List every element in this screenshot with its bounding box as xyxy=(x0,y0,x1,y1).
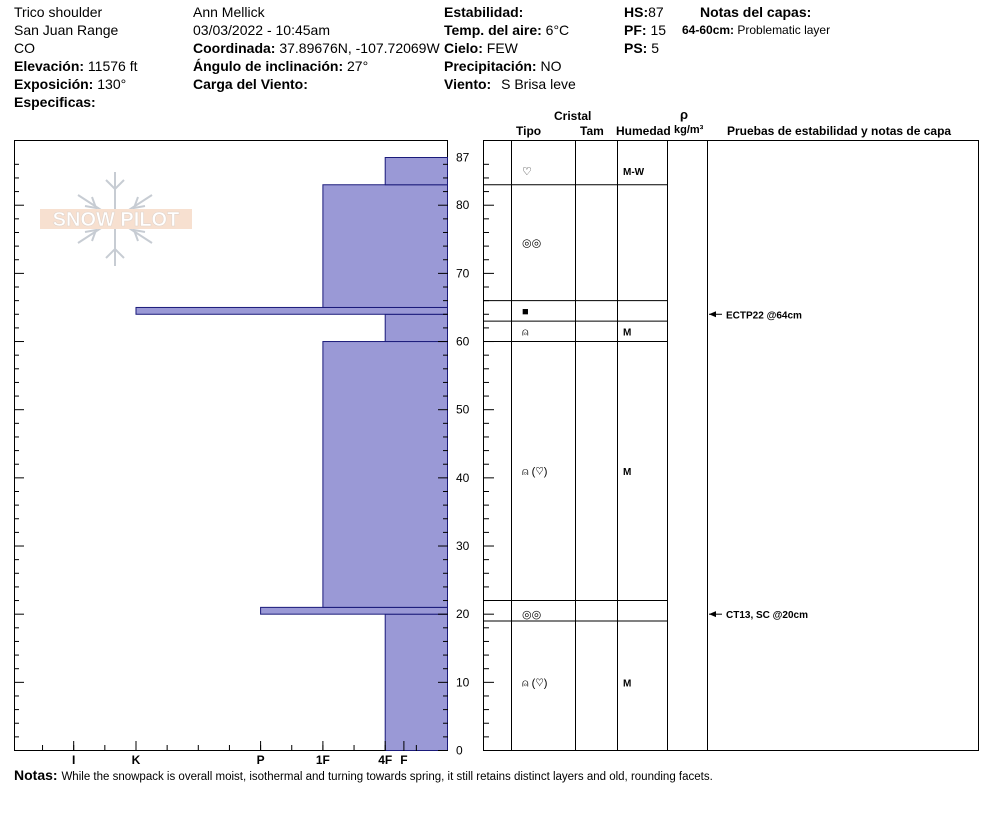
wind-load-label: Carga del Viento: xyxy=(193,76,308,92)
elevation-value: 11576 ft xyxy=(87,58,138,74)
size-column-header: Tam xyxy=(580,124,604,138)
ps-label: PS: xyxy=(624,40,648,56)
snowpilot-logo xyxy=(40,172,192,266)
hardness-bar-2 xyxy=(323,342,448,608)
grain-type-symbol-3: ⍝ xyxy=(522,326,529,339)
moisture-code-6: M-W xyxy=(623,167,645,179)
grain-type-symbol-6: ♡ xyxy=(522,166,532,179)
sky-value: FEW xyxy=(486,40,518,56)
x-tick-label: P xyxy=(256,753,265,767)
wind-value: S Brisa leve xyxy=(501,76,576,92)
state-name: CO xyxy=(14,40,35,56)
notes-text: While the snowpack is overall moist, isothermal and turning towards spring, it still retains distinct layers and old, rounding facets. xyxy=(61,771,713,783)
tests-column-header: Pruebas de estabilidad y notas de capa xyxy=(727,124,952,138)
range-name: San Juan Range xyxy=(14,22,119,38)
y-tick-label: 20 xyxy=(456,607,470,622)
air-temp-value: 6°C xyxy=(545,22,570,38)
hardness-bar-1 xyxy=(261,607,448,614)
y-tick-label: 87 xyxy=(456,150,470,165)
moisture-column-header: Humedad xyxy=(616,124,671,138)
observer-name: Ann Mellick xyxy=(193,4,265,20)
hs-label: HS: xyxy=(624,4,649,20)
hardness-bar-4 xyxy=(136,307,448,314)
layer-note-text: Problematic layer xyxy=(737,23,831,37)
sky-label: Cielo: xyxy=(444,40,483,56)
moisture-code-3: M xyxy=(623,327,632,339)
slope-label: Ángulo de inclinación: xyxy=(193,58,344,74)
test-arrow xyxy=(709,311,716,317)
location-name: Trico shoulder xyxy=(14,4,103,20)
aspect-value: 130° xyxy=(97,76,127,92)
elevation-label: Elevación: xyxy=(14,58,85,74)
precip-label: Precipitación: xyxy=(444,58,537,74)
grain-type-symbol-4: ■ xyxy=(522,305,529,318)
x-tick-label: I xyxy=(72,753,76,767)
notes-row xyxy=(14,767,713,785)
y-tick-label: 50 xyxy=(456,402,470,417)
aspect-label: Exposición: xyxy=(14,76,94,92)
observation-datetime: 03/03/2022 - 10:45am xyxy=(193,22,330,38)
layer-note-range: 64-60cm: xyxy=(682,23,735,37)
density-unit: kg/m³ xyxy=(674,124,704,136)
precip-value: NO xyxy=(540,58,562,74)
moisture-code-0: M xyxy=(623,678,632,690)
ps-value: 5 xyxy=(651,40,660,56)
hardness-bar-3 xyxy=(385,314,447,341)
grain-type-symbol-0: ⍝ (♡) xyxy=(522,677,548,690)
crystal-column-header: Cristal xyxy=(554,109,592,123)
x-tick-label: K xyxy=(131,753,141,767)
svg-text:SNOW PILOT: SNOW PILOT xyxy=(52,209,180,231)
grain-type-symbol-5: ◎◎ xyxy=(522,237,542,250)
slope-value: 27° xyxy=(347,58,369,74)
x-tick-label: 4F xyxy=(378,753,393,767)
x-tick-label: 1F xyxy=(315,753,330,767)
air-temp-label: Temp. del aire: xyxy=(444,22,542,38)
type-column-header: Tipo xyxy=(516,124,542,138)
notes-label: Notas: xyxy=(14,767,58,783)
layer-notes-label: Notas del capas: xyxy=(700,4,812,20)
y-tick-label: 30 xyxy=(456,539,470,554)
y-tick-label: 40 xyxy=(456,470,470,485)
rho-symbol: ρ xyxy=(680,107,689,122)
hs-value: 87 xyxy=(648,4,664,20)
y-tick-label: 0 xyxy=(456,743,463,758)
hardness-bar-6 xyxy=(385,158,447,185)
test-label-0: ECTP22 @64cm xyxy=(726,310,802,322)
stability-label: Estabilidad: xyxy=(444,4,524,20)
pf-value: 15 xyxy=(650,22,667,38)
y-tick-label: 60 xyxy=(456,334,470,349)
coordinate-label: Coordinada: xyxy=(193,40,276,56)
crystal-table-frame xyxy=(484,141,979,751)
test-arrow xyxy=(709,611,716,617)
wind-label: Viento: xyxy=(444,76,492,92)
moisture-code-2: M xyxy=(623,467,632,479)
test-label-1: CT13, SC @20cm xyxy=(726,610,809,622)
y-tick-label: 70 xyxy=(456,266,470,281)
y-tick-label: 80 xyxy=(456,198,470,213)
pf-label: PF: xyxy=(624,22,647,38)
coordinate-value: 37.89676N, -107.72069W xyxy=(279,40,440,56)
y-tick-label: 10 xyxy=(456,675,470,690)
x-tick-label: F xyxy=(400,753,408,767)
specifics-label: Especificas: xyxy=(14,94,96,110)
hardness-bar-5 xyxy=(323,185,448,308)
grain-type-symbol-2: ⍝ (♡) xyxy=(522,466,548,479)
grain-type-symbol-1: ◎◎ xyxy=(522,609,542,622)
